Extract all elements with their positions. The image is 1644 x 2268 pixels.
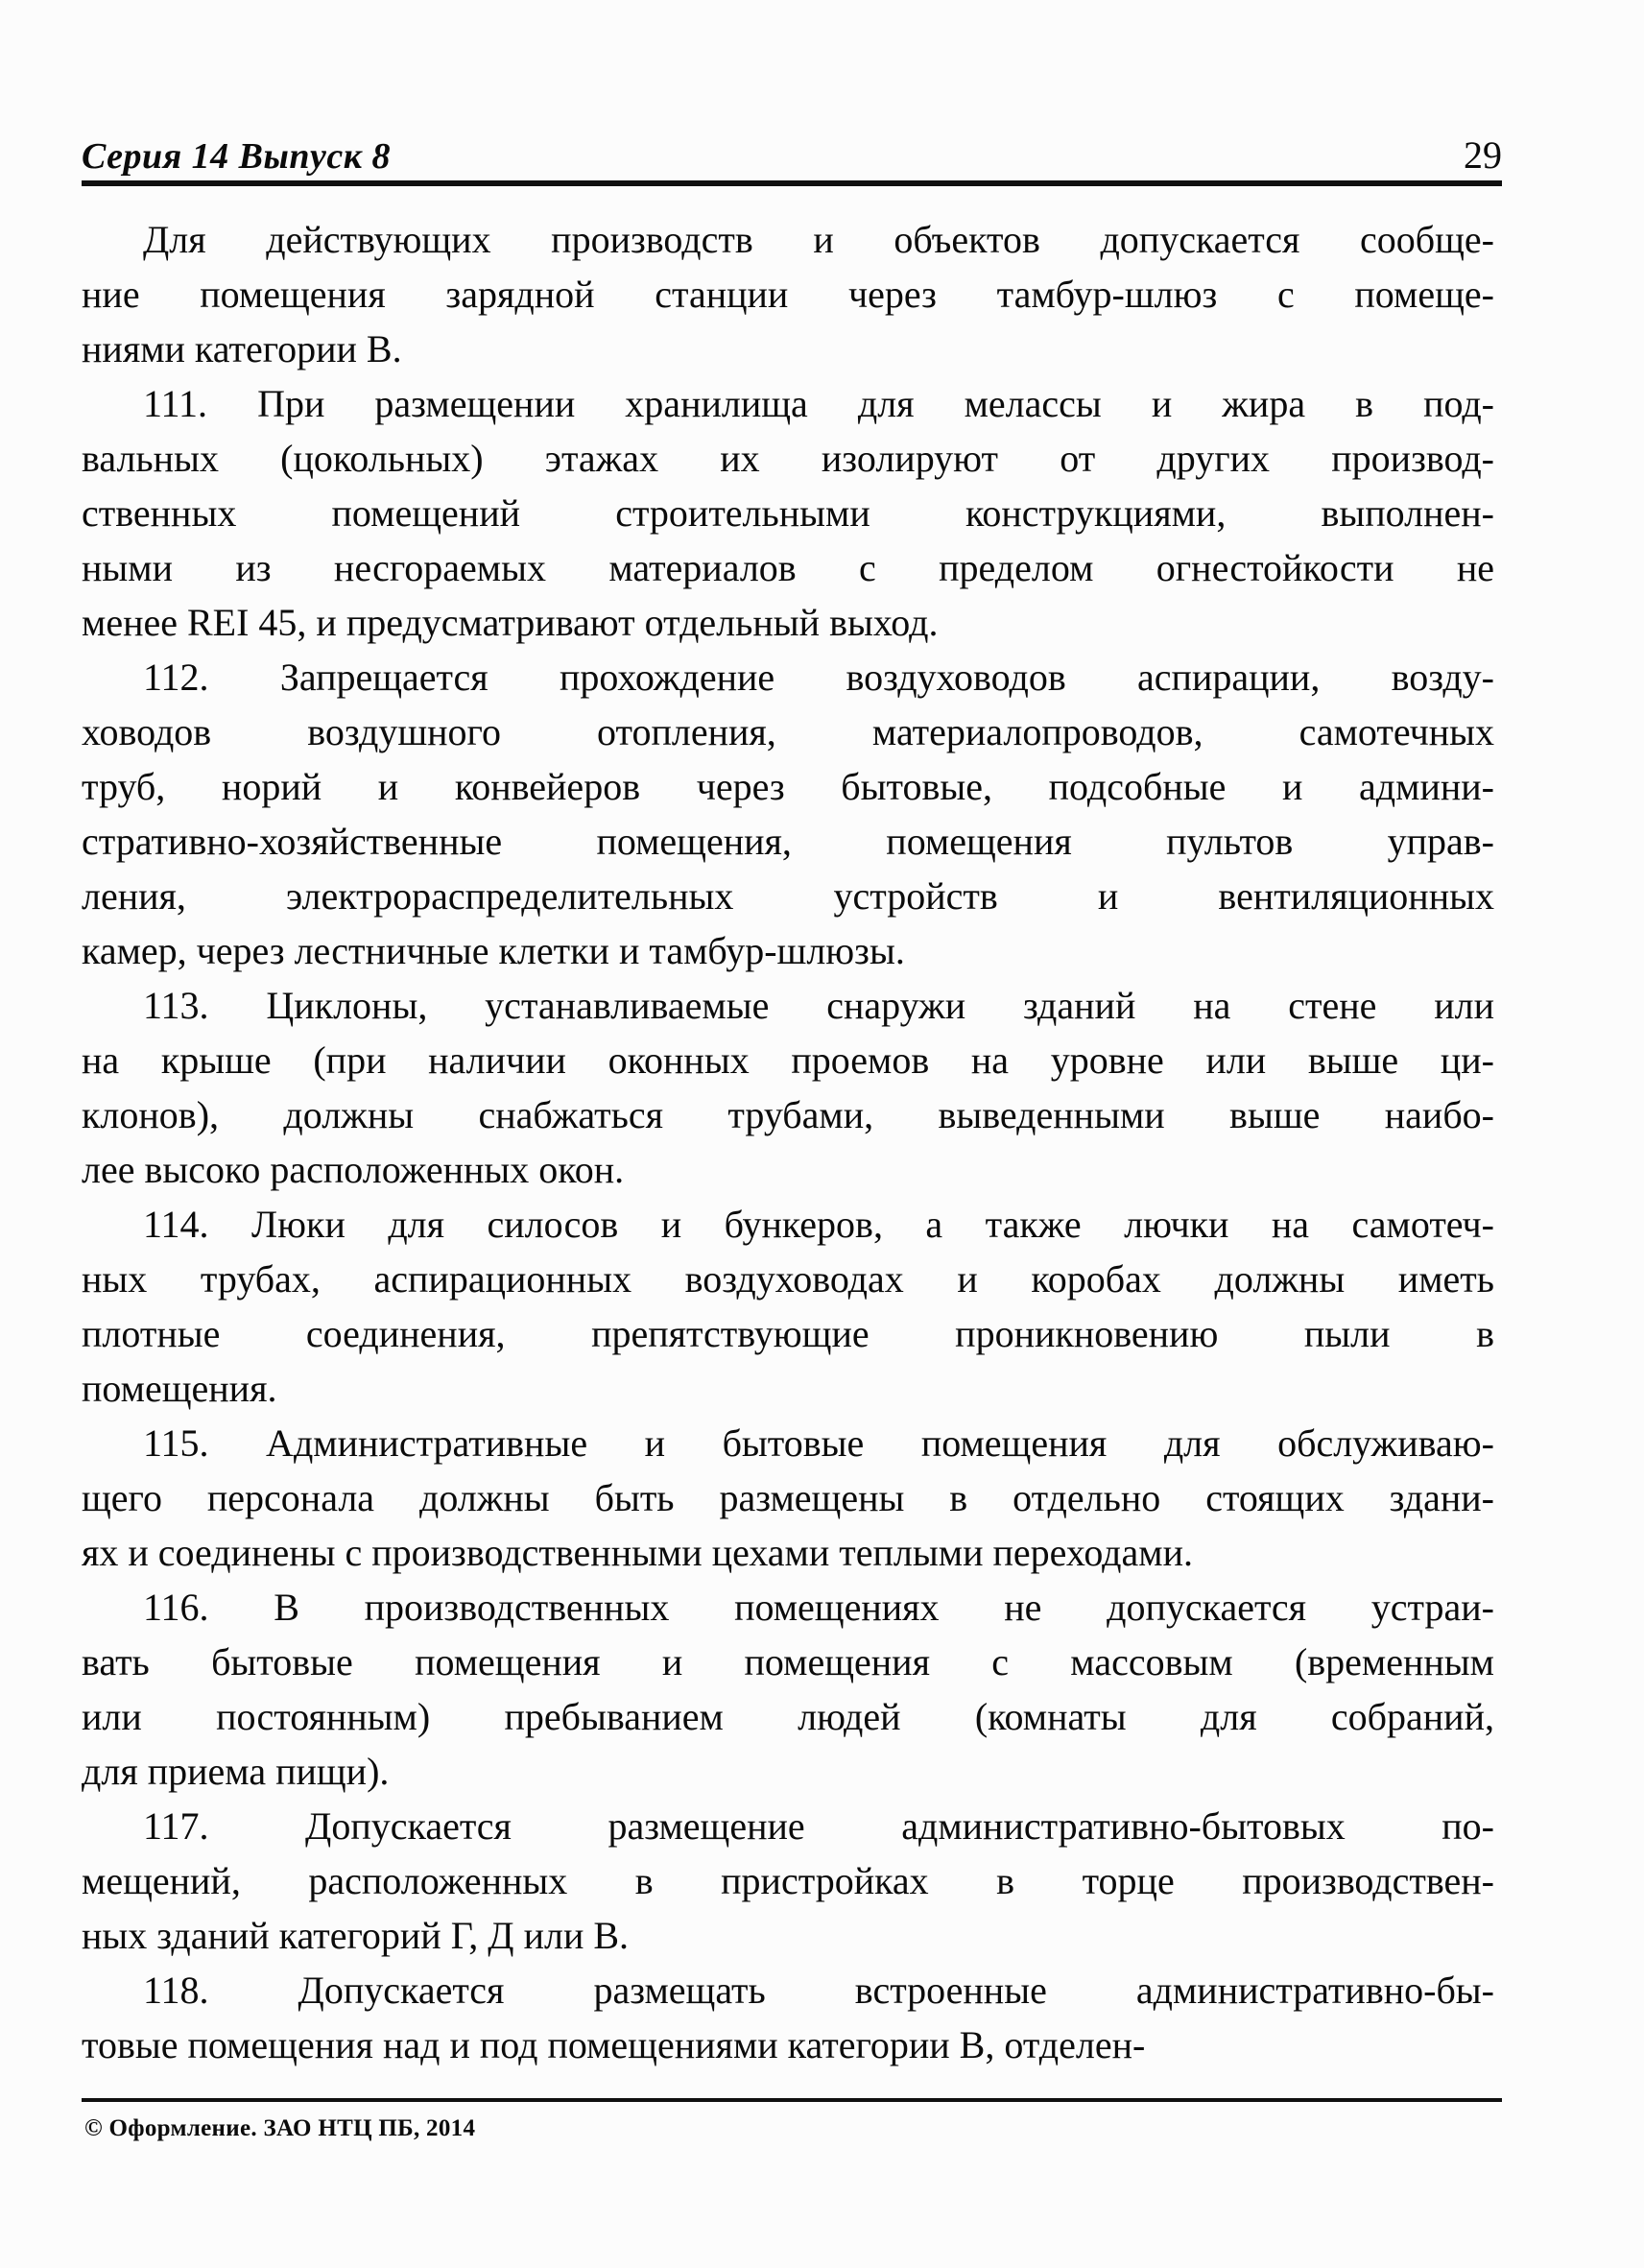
text-line: или постоянным) пребыванием людей (комнаты для собраний,: [82, 1695, 1494, 1738]
page-number: 29: [1464, 133, 1502, 177]
paragraph: [82, 978, 1494, 1197]
text-line: для приема пищи).: [82, 1750, 390, 1793]
text-line: клонов), должны снабжаться трубами, выведенными выше наибо-: [82, 1093, 1494, 1136]
text-line: лее высоко расположенных окон.: [82, 1148, 625, 1191]
paragraph: [82, 1416, 1494, 1580]
text-line: ние помещения зарядной станции через тамбур-шлюз с помеще-: [82, 273, 1494, 316]
paragraph: [82, 1197, 1494, 1416]
running-title: Серия 14 Выпуск 8: [82, 136, 392, 177]
text-line: 111. При размещении хранилища для мелассы и жира в под-: [143, 382, 1494, 425]
paragraph: [82, 376, 1494, 650]
text-line: ных зданий категорий Г, Д или В.: [82, 1914, 630, 1957]
text-line: мещений, расположенных в пристройках в торце производствен-: [82, 1859, 1494, 1902]
copyright-line: © Оформление. ЗАО НТЦ ПБ, 2014: [84, 2115, 476, 2141]
text-line: 116. В производственных помещениях не допускается устраи-: [143, 1586, 1494, 1629]
text-line: помещения.: [82, 1367, 277, 1410]
body-text: [82, 212, 1494, 2072]
text-line: ными из несгораемых материалов с пределом огнестойкости не: [82, 546, 1494, 589]
text-line: вать бытовые помещения и помещения с массовым (временным: [82, 1640, 1494, 1683]
text-line: ления, электрораспределительных устройств и вентиляционных: [82, 874, 1494, 918]
text-line: труб, норий и конвейеров через бытовые, подсобные и админи-: [82, 765, 1494, 808]
paragraph: [82, 212, 1494, 376]
page-header: [82, 132, 1502, 178]
text-line: ниями категории В.: [82, 327, 402, 370]
text-line: ственных помещений строительными конструкциями, выполнен-: [82, 491, 1494, 535]
text-line: товые помещения над и под помещениями категории В, отделен-: [82, 2023, 1146, 2066]
text-line: плотные соединения, препятствующие проникновению пыли в: [82, 1312, 1494, 1355]
paragraph: [82, 1580, 1494, 1799]
text-line: 113. Циклоны, устанавливаемые снаружи зданий на стене или: [143, 984, 1494, 1027]
text-line: 117. Допускается размещение административно-бытовых по-: [143, 1804, 1494, 1848]
text-line: вальных (цокольных) этажах их изолируют от других производ-: [82, 437, 1494, 480]
text-line: ных трубах, аспирационных воздуховодах и коробах должны иметь: [82, 1257, 1494, 1301]
text-line: Для действующих производств и объектов допускается сообще-: [143, 218, 1494, 261]
text-line: 112. Запрещается прохождение воздуховодов аспирации, возду-: [143, 656, 1494, 699]
text-line: 118. Допускается размещать встроенные административно-бы-: [143, 1969, 1494, 2012]
header-rule: [82, 180, 1502, 186]
text-line: на крыше (при наличии оконных проемов на уровне или выше ци-: [82, 1039, 1494, 1082]
footer-rule: [82, 2098, 1502, 2102]
paragraph: [82, 1799, 1494, 1963]
text-line: стративно-хозяйственные помещения, помещения пультов управ-: [82, 820, 1494, 863]
text-line: 114. Люки для силосов и бункеров, а также лючки на самотеч-: [143, 1203, 1494, 1246]
text-line: 115. Административные и бытовые помещения для обслуживаю-: [143, 1421, 1494, 1465]
paragraph: [82, 1963, 1494, 2072]
text-line: щего персонала должны быть размещены в отдельно стоящих здани-: [82, 1476, 1494, 1519]
text-line: ях и соединены с производственными цехами теплыми переходами.: [82, 1531, 1194, 1574]
text-line: менее REI 45, и предусматривают отдельный выход.: [82, 601, 939, 644]
paragraph: [82, 650, 1494, 978]
text-line: ховодов воздушного отопления, материалопроводов, самотечных: [82, 710, 1494, 753]
text-line: камер, через лестничные клетки и тамбур-шлюзы.: [82, 929, 905, 972]
